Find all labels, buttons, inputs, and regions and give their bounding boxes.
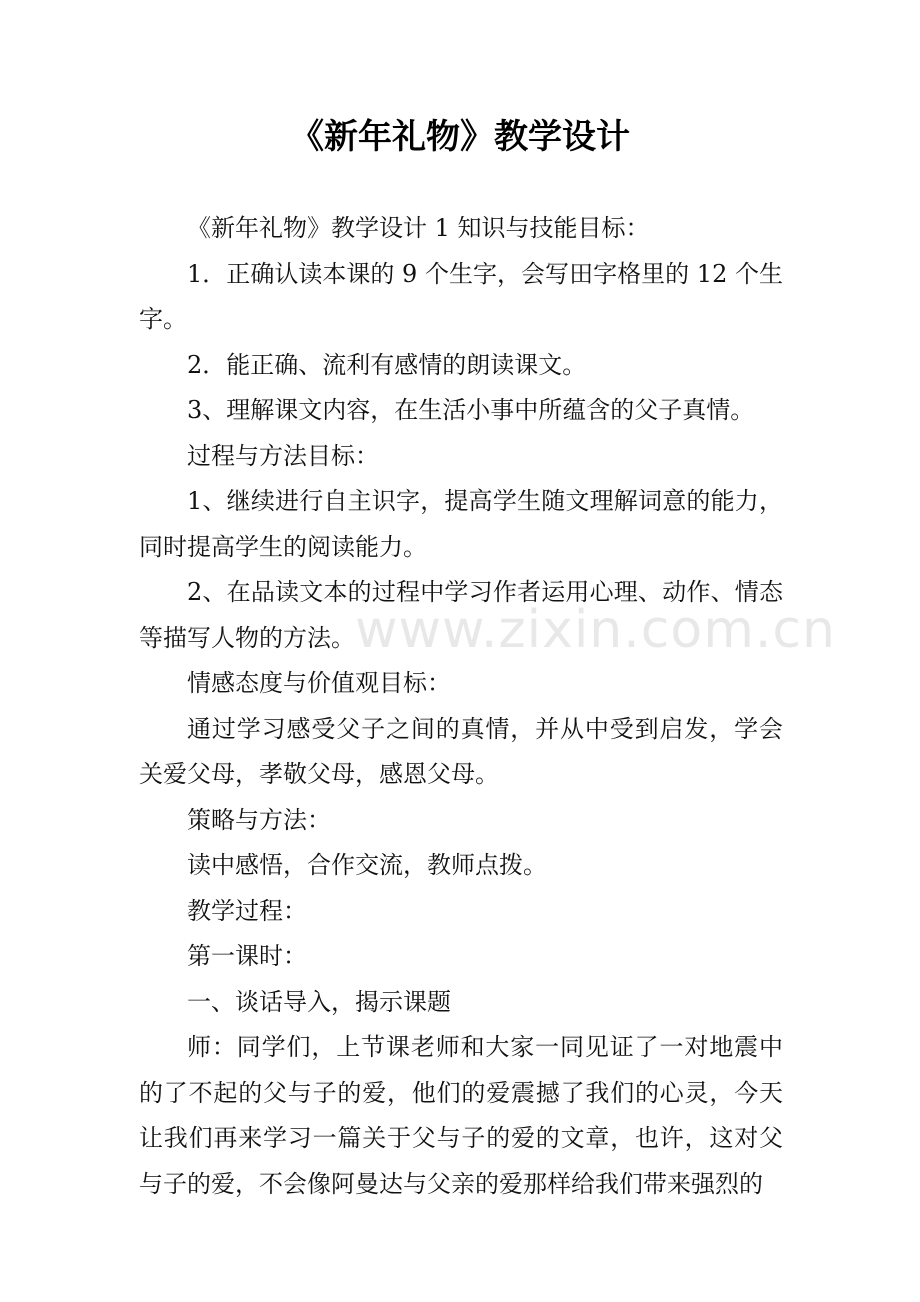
watermark-logo: www.zixin.com.cn [355,600,836,660]
document-title: 《新年礼物》教学设计 [290,117,630,157]
paragraph-goal-2: 2．能正确、流利有感情的朗读课文。 [187,350,587,379]
paragraph-goal-1: 1．正确认读本课的 9 个生字，会写田字格里的 12 个生字。 [139,259,783,333]
paragraph-emotion-heading: 情感态度与价值观目标： [187,669,451,697]
paragraph-process-1: 1、继续进行自主识字，提高学生随文理解词意的能力，同时提高学生的阅读能力。 [139,487,783,561]
paragraph-intro: 《新年礼物》教学设计 1 知识与技能目标： [187,214,650,242]
paragraph-process-2: 2、在品读文本的过程中学习作者运用心理、动作、情态等描写人物的方法。 [139,578,783,652]
paragraph-process-heading: 过程与方法目标： [187,441,379,470]
paragraph-emotion-body: 通过学习感受父子之间的真情，并从中受到启发，学会关爱父母，孝敬父母，感恩父母。 [139,714,783,788]
paragraph-first-lesson: 第一课时： [187,942,307,970]
paragraph-strategy-body: 读中感悟，合作交流，教师点拨。 [187,851,547,879]
paragraph-goal-3: 3、理解课文内容，在生活小事中所蕴含的父子真情。 [187,396,755,424]
paragraph-section-1: 一、谈话导入，揭示课题 [187,987,451,1016]
document-body [139,206,783,1207]
paragraph-teacher-speech: 师：同学们，上节课老师和大家一同见证了一对地震中的了不起的父与子的爱，他们的爱震撼了我们的心灵，今天让我们再来学习一篇关于父与子的爱的文章，也许，这对父与子的爱，不会像阿曼达与父亲的爱那样给我们带来强烈的 [139,1033,783,1198]
paragraph-teaching-process: 教学过程： [187,896,307,925]
paragraph-strategy-heading: 策略与方法： [187,805,331,834]
